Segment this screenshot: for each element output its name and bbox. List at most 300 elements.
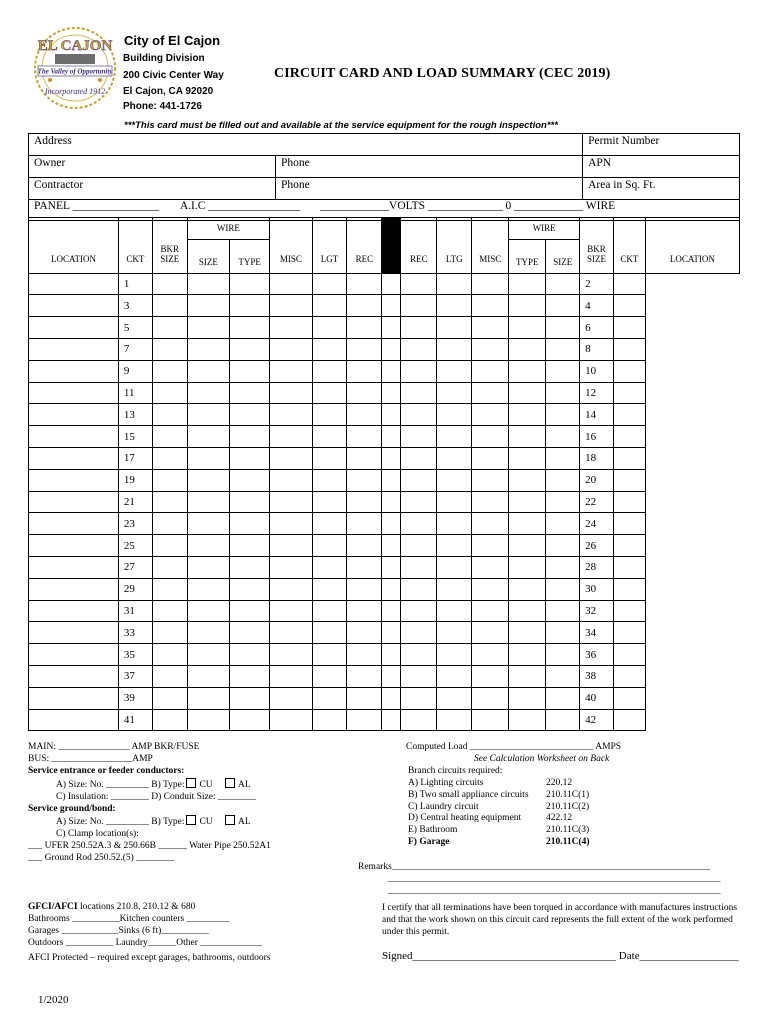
rec-right-cell[interactable] [382, 447, 401, 469]
bkr-size-right-cell[interactable] [546, 426, 580, 448]
misc-left-cell[interactable] [270, 578, 312, 600]
rec-left-cell[interactable] [347, 295, 382, 317]
bkr-size-right-cell[interactable] [546, 578, 580, 600]
location-left-cell[interactable] [29, 360, 119, 382]
wire-size-left-cell[interactable] [187, 709, 229, 731]
location-left-cell[interactable] [29, 644, 119, 666]
misc-right-cell[interactable] [437, 426, 472, 448]
misc-left-cell[interactable] [270, 404, 312, 426]
rec-left-cell[interactable] [347, 556, 382, 578]
wire-type-left-cell[interactable] [229, 578, 269, 600]
rec-right-cell[interactable] [382, 317, 401, 339]
rec-right-cell[interactable] [382, 469, 401, 491]
wire-type-left-cell[interactable] [229, 338, 269, 360]
contractor-field[interactable] [29, 178, 276, 200]
wire-size-right-cell[interactable] [509, 469, 546, 491]
rec-left-cell[interactable] [347, 273, 382, 295]
misc-right-cell[interactable] [437, 644, 472, 666]
misc-left-cell[interactable] [270, 535, 312, 557]
address-field[interactable] [29, 134, 583, 156]
misc-right-cell[interactable] [437, 360, 472, 382]
bkr-size-left-cell[interactable] [152, 665, 187, 687]
rec-right-cell[interactable] [382, 665, 401, 687]
wire-type-left-cell[interactable] [229, 665, 269, 687]
wire-type-left-cell[interactable] [229, 317, 269, 339]
wire-type-right-cell[interactable] [472, 447, 509, 469]
ltg-right-cell[interactable] [401, 644, 437, 666]
location-right-cell[interactable] [613, 535, 645, 557]
misc-right-cell[interactable] [437, 469, 472, 491]
rec-right-cell[interactable] [382, 491, 401, 513]
lgt-left-cell[interactable] [312, 295, 347, 317]
misc-right-cell[interactable] [437, 273, 472, 295]
area-field[interactable] [583, 178, 740, 200]
misc-left-cell[interactable] [270, 665, 312, 687]
wire-size-right-cell[interactable] [509, 404, 546, 426]
wire-type-right-cell[interactable] [472, 622, 509, 644]
rec-right-cell[interactable] [382, 600, 401, 622]
wire-size-right-cell[interactable] [509, 578, 546, 600]
wire-type-right-cell[interactable] [472, 709, 509, 731]
location-left-cell[interactable] [29, 578, 119, 600]
location-left-cell[interactable] [29, 338, 119, 360]
wire-size-left-cell[interactable] [187, 600, 229, 622]
bkr-size-right-cell[interactable] [546, 513, 580, 535]
lgt-left-cell[interactable] [312, 600, 347, 622]
wire-size-left-cell[interactable] [187, 426, 229, 448]
location-left-cell[interactable] [29, 622, 119, 644]
wire-type-left-cell[interactable] [229, 469, 269, 491]
location-right-cell[interactable] [613, 622, 645, 644]
wire-type-left-cell[interactable] [229, 687, 269, 709]
ltg-right-cell[interactable] [401, 600, 437, 622]
lgt-left-cell[interactable] [312, 360, 347, 382]
lgt-left-cell[interactable] [312, 665, 347, 687]
misc-left-cell[interactable] [270, 644, 312, 666]
wire-type-left-cell[interactable] [229, 382, 269, 404]
rec-left-cell[interactable] [347, 360, 382, 382]
rec-left-cell[interactable] [347, 600, 382, 622]
lgt-left-cell[interactable] [312, 273, 347, 295]
ltg-right-cell[interactable] [401, 338, 437, 360]
lgt-left-cell[interactable] [312, 338, 347, 360]
wire-type-left-cell[interactable] [229, 426, 269, 448]
wire-type-left-cell[interactable] [229, 295, 269, 317]
wire-size-right-cell[interactable] [509, 273, 546, 295]
wire-size-left-cell[interactable] [187, 382, 229, 404]
location-left-cell[interactable] [29, 382, 119, 404]
bkr-size-right-cell[interactable] [546, 622, 580, 644]
location-right-cell[interactable] [613, 447, 645, 469]
rec-left-cell[interactable] [347, 447, 382, 469]
misc-right-cell[interactable] [437, 338, 472, 360]
rec-right-cell[interactable] [382, 338, 401, 360]
wire-type-right-cell[interactable] [472, 491, 509, 513]
misc-right-cell[interactable] [437, 665, 472, 687]
wire-type-left-cell[interactable] [229, 535, 269, 557]
bkr-size-right-cell[interactable] [546, 687, 580, 709]
wire-size-left-cell[interactable] [187, 556, 229, 578]
bkr-size-right-cell[interactable] [546, 317, 580, 339]
bkr-size-right-cell[interactable] [546, 535, 580, 557]
bkr-size-left-cell[interactable] [152, 295, 187, 317]
bkr-size-left-cell[interactable] [152, 535, 187, 557]
bkr-size-left-cell[interactable] [152, 273, 187, 295]
bkr-size-left-cell[interactable] [152, 360, 187, 382]
wire-type-left-cell[interactable] [229, 644, 269, 666]
ltg-right-cell[interactable] [401, 665, 437, 687]
wire-size-right-cell[interactable] [509, 513, 546, 535]
wire-size-right-cell[interactable] [509, 382, 546, 404]
wire-type-left-cell[interactable] [229, 273, 269, 295]
bkr-size-left-cell[interactable] [152, 317, 187, 339]
bkr-size-left-cell[interactable] [152, 491, 187, 513]
location-right-cell[interactable] [613, 665, 645, 687]
lgt-left-cell[interactable] [312, 447, 347, 469]
rec-left-cell[interactable] [347, 687, 382, 709]
misc-left-cell[interactable] [270, 382, 312, 404]
bkr-size-left-cell[interactable] [152, 513, 187, 535]
location-right-cell[interactable] [613, 513, 645, 535]
bkr-size-left-cell[interactable] [152, 469, 187, 491]
lgt-left-cell[interactable] [312, 644, 347, 666]
misc-right-cell[interactable] [437, 513, 472, 535]
location-left-cell[interactable] [29, 491, 119, 513]
wire-type-right-cell[interactable] [472, 338, 509, 360]
rec-right-cell[interactable] [382, 578, 401, 600]
location-left-cell[interactable] [29, 513, 119, 535]
wire-size-left-cell[interactable] [187, 404, 229, 426]
bkr-size-right-cell[interactable] [546, 360, 580, 382]
rec-left-cell[interactable] [347, 404, 382, 426]
wire-size-right-cell[interactable] [509, 687, 546, 709]
wire-type-right-cell[interactable] [472, 469, 509, 491]
wire-type-left-cell[interactable] [229, 447, 269, 469]
wire-type-right-cell[interactable] [472, 317, 509, 339]
bkr-size-left-cell[interactable] [152, 382, 187, 404]
ltg-right-cell[interactable] [401, 317, 437, 339]
ltg-right-cell[interactable] [401, 426, 437, 448]
location-right-cell[interactable] [613, 578, 645, 600]
location-left-cell[interactable] [29, 665, 119, 687]
location-right-cell[interactable] [613, 295, 645, 317]
misc-left-cell[interactable] [270, 556, 312, 578]
misc-right-cell[interactable] [437, 600, 472, 622]
rec-left-cell[interactable] [347, 578, 382, 600]
misc-right-cell[interactable] [437, 447, 472, 469]
bkr-size-left-cell[interactable] [152, 338, 187, 360]
contractor-phone-field[interactable] [276, 178, 583, 200]
wire-type-left-cell[interactable] [229, 404, 269, 426]
wire-size-left-cell[interactable] [187, 687, 229, 709]
wire-size-left-cell[interactable] [187, 273, 229, 295]
wire-type-right-cell[interactable] [472, 513, 509, 535]
ltg-right-cell[interactable] [401, 404, 437, 426]
ltg-right-cell[interactable] [401, 687, 437, 709]
bkr-size-right-cell[interactable] [546, 404, 580, 426]
location-left-cell[interactable] [29, 469, 119, 491]
bkr-size-left-cell[interactable] [152, 578, 187, 600]
wire-size-left-cell[interactable] [187, 535, 229, 557]
ltg-right-cell[interactable] [401, 469, 437, 491]
rec-left-cell[interactable] [347, 709, 382, 731]
ltg-right-cell[interactable] [401, 382, 437, 404]
bkr-size-right-cell[interactable] [546, 447, 580, 469]
bkr-size-left-cell[interactable] [152, 447, 187, 469]
rec-left-cell[interactable] [347, 665, 382, 687]
lgt-left-cell[interactable] [312, 317, 347, 339]
location-left-cell[interactable] [29, 535, 119, 557]
wire-type-left-cell[interactable] [229, 491, 269, 513]
wire-type-left-cell[interactable] [229, 709, 269, 731]
ltg-right-cell[interactable] [401, 447, 437, 469]
bkr-size-right-cell[interactable] [546, 469, 580, 491]
lgt-left-cell[interactable] [312, 513, 347, 535]
misc-left-cell[interactable] [270, 447, 312, 469]
misc-right-cell[interactable] [437, 622, 472, 644]
location-left-cell[interactable] [29, 273, 119, 295]
misc-right-cell[interactable] [437, 578, 472, 600]
wire-size-left-cell[interactable] [187, 578, 229, 600]
wire-size-left-cell[interactable] [187, 447, 229, 469]
bkr-size-left-cell[interactable] [152, 556, 187, 578]
wire-size-right-cell[interactable] [509, 622, 546, 644]
location-right-cell[interactable] [613, 404, 645, 426]
ground-cu-checkbox[interactable] [186, 815, 196, 825]
wire-size-right-cell[interactable] [509, 644, 546, 666]
location-right-cell[interactable] [613, 709, 645, 731]
lgt-left-cell[interactable] [312, 469, 347, 491]
misc-right-cell[interactable] [437, 687, 472, 709]
owner-field[interactable] [29, 156, 276, 178]
rec-right-cell[interactable] [382, 709, 401, 731]
ground-al-checkbox[interactable] [225, 815, 235, 825]
misc-left-cell[interactable] [270, 338, 312, 360]
wire-size-left-cell[interactable] [187, 622, 229, 644]
rec-left-cell[interactable] [347, 382, 382, 404]
wire-size-right-cell[interactable] [509, 317, 546, 339]
wire-type-left-cell[interactable] [229, 360, 269, 382]
bkr-size-right-cell[interactable] [546, 644, 580, 666]
lgt-left-cell[interactable] [312, 622, 347, 644]
wire-type-left-cell[interactable] [229, 622, 269, 644]
rec-right-cell[interactable] [382, 535, 401, 557]
wire-size-right-cell[interactable] [509, 447, 546, 469]
ltg-right-cell[interactable] [401, 535, 437, 557]
ltg-right-cell[interactable] [401, 709, 437, 731]
misc-left-cell[interactable] [270, 513, 312, 535]
wire-type-right-cell[interactable] [472, 360, 509, 382]
bkr-size-left-cell[interactable] [152, 644, 187, 666]
misc-left-cell[interactable] [270, 360, 312, 382]
wire-size-right-cell[interactable] [509, 556, 546, 578]
wire-size-left-cell[interactable] [187, 513, 229, 535]
ltg-right-cell[interactable] [401, 556, 437, 578]
location-right-cell[interactable] [613, 338, 645, 360]
wire-size-left-cell[interactable] [187, 469, 229, 491]
wire-type-right-cell[interactable] [472, 535, 509, 557]
remarks-block[interactable] [358, 862, 743, 898]
bkr-size-right-cell[interactable] [546, 382, 580, 404]
wire-size-left-cell[interactable] [187, 338, 229, 360]
rec-right-cell[interactable] [382, 404, 401, 426]
lgt-left-cell[interactable] [312, 404, 347, 426]
bkr-size-right-cell[interactable] [546, 273, 580, 295]
misc-right-cell[interactable] [437, 556, 472, 578]
location-left-cell[interactable] [29, 426, 119, 448]
misc-left-cell[interactable] [270, 426, 312, 448]
wire-size-right-cell[interactable] [509, 491, 546, 513]
wire-size-right-cell[interactable] [509, 535, 546, 557]
lgt-left-cell[interactable] [312, 709, 347, 731]
lgt-left-cell[interactable] [312, 556, 347, 578]
rec-left-cell[interactable] [347, 469, 382, 491]
misc-left-cell[interactable] [270, 709, 312, 731]
misc-left-cell[interactable] [270, 622, 312, 644]
wire-type-left-cell[interactable] [229, 556, 269, 578]
rec-left-cell[interactable] [347, 426, 382, 448]
bkr-size-right-cell[interactable] [546, 295, 580, 317]
location-right-cell[interactable] [613, 644, 645, 666]
location-right-cell[interactable] [613, 556, 645, 578]
ltg-right-cell[interactable] [401, 491, 437, 513]
wire-type-left-cell[interactable] [229, 600, 269, 622]
location-right-cell[interactable] [613, 273, 645, 295]
ltg-right-cell[interactable] [401, 578, 437, 600]
wire-size-left-cell[interactable] [187, 665, 229, 687]
rec-right-cell[interactable] [382, 687, 401, 709]
owner-phone-field[interactable] [276, 156, 583, 178]
misc-left-cell[interactable] [270, 273, 312, 295]
wire-size-right-cell[interactable] [509, 709, 546, 731]
location-right-cell[interactable] [613, 491, 645, 513]
rec-right-cell[interactable] [382, 426, 401, 448]
rec-right-cell[interactable] [382, 295, 401, 317]
wire-size-right-cell[interactable] [509, 665, 546, 687]
misc-left-cell[interactable] [270, 491, 312, 513]
wire-size-right-cell[interactable] [509, 295, 546, 317]
wire-type-left-cell[interactable] [229, 513, 269, 535]
wire-type-right-cell[interactable] [472, 426, 509, 448]
location-right-cell[interactable] [613, 687, 645, 709]
bkr-size-right-cell[interactable] [546, 600, 580, 622]
al-checkbox[interactable] [225, 778, 235, 788]
wire-type-right-cell[interactable] [472, 600, 509, 622]
rec-right-cell[interactable] [382, 556, 401, 578]
signature-date-line[interactable]: Signed_____________________________________ Date__________________ [382, 950, 739, 962]
rec-left-cell[interactable] [347, 338, 382, 360]
misc-right-cell[interactable] [437, 317, 472, 339]
ltg-right-cell[interactable] [401, 622, 437, 644]
lgt-left-cell[interactable] [312, 382, 347, 404]
lgt-left-cell[interactable] [312, 426, 347, 448]
wire-type-right-cell[interactable] [472, 665, 509, 687]
wire-type-right-cell[interactable] [472, 578, 509, 600]
bkr-size-left-cell[interactable] [152, 426, 187, 448]
cu-checkbox[interactable] [186, 778, 196, 788]
misc-left-cell[interactable] [270, 600, 312, 622]
bkr-size-right-cell[interactable] [546, 338, 580, 360]
misc-left-cell[interactable] [270, 317, 312, 339]
rec-right-cell[interactable] [382, 273, 401, 295]
location-right-cell[interactable] [613, 600, 645, 622]
misc-right-cell[interactable] [437, 382, 472, 404]
wire-type-right-cell[interactable] [472, 382, 509, 404]
misc-right-cell[interactable] [437, 535, 472, 557]
misc-right-cell[interactable] [437, 295, 472, 317]
wire-size-right-cell[interactable] [509, 338, 546, 360]
location-left-cell[interactable] [29, 317, 119, 339]
bkr-size-right-cell[interactable] [546, 556, 580, 578]
wire-type-right-cell[interactable] [472, 295, 509, 317]
location-left-cell[interactable] [29, 687, 119, 709]
wire-size-left-cell[interactable] [187, 360, 229, 382]
rec-left-cell[interactable] [347, 644, 382, 666]
bkr-size-left-cell[interactable] [152, 622, 187, 644]
ltg-right-cell[interactable] [401, 273, 437, 295]
wire-size-right-cell[interactable] [509, 600, 546, 622]
bkr-size-right-cell[interactable] [546, 709, 580, 731]
location-left-cell[interactable] [29, 295, 119, 317]
location-left-cell[interactable] [29, 556, 119, 578]
bkr-size-right-cell[interactable] [546, 491, 580, 513]
rec-right-cell[interactable] [382, 513, 401, 535]
rec-left-cell[interactable] [347, 491, 382, 513]
wire-size-left-cell[interactable] [187, 491, 229, 513]
location-left-cell[interactable] [29, 600, 119, 622]
rec-left-cell[interactable] [347, 535, 382, 557]
apn-field[interactable] [583, 156, 740, 178]
location-right-cell[interactable] [613, 469, 645, 491]
ltg-right-cell[interactable] [401, 513, 437, 535]
rec-right-cell[interactable] [382, 382, 401, 404]
rec-right-cell[interactable] [382, 644, 401, 666]
wire-size-right-cell[interactable] [509, 360, 546, 382]
misc-right-cell[interactable] [437, 491, 472, 513]
location-right-cell[interactable] [613, 382, 645, 404]
rec-left-cell[interactable] [347, 513, 382, 535]
wire-type-right-cell[interactable] [472, 273, 509, 295]
rec-right-cell[interactable] [382, 622, 401, 644]
bkr-size-left-cell[interactable] [152, 404, 187, 426]
misc-right-cell[interactable] [437, 404, 472, 426]
ltg-right-cell[interactable] [401, 295, 437, 317]
lgt-left-cell[interactable] [312, 491, 347, 513]
rec-right-cell[interactable] [382, 360, 401, 382]
misc-left-cell[interactable] [270, 295, 312, 317]
location-left-cell[interactable] [29, 404, 119, 426]
rec-left-cell[interactable] [347, 317, 382, 339]
ltg-right-cell[interactable] [401, 360, 437, 382]
misc-right-cell[interactable] [437, 709, 472, 731]
lgt-left-cell[interactable] [312, 687, 347, 709]
location-left-cell[interactable] [29, 709, 119, 731]
location-right-cell[interactable] [613, 426, 645, 448]
location-right-cell[interactable] [613, 317, 645, 339]
wire-type-right-cell[interactable] [472, 404, 509, 426]
lgt-left-cell[interactable] [312, 535, 347, 557]
wire-type-right-cell[interactable] [472, 687, 509, 709]
lgt-left-cell[interactable] [312, 578, 347, 600]
bkr-size-left-cell[interactable] [152, 709, 187, 731]
wire-size-left-cell[interactable] [187, 295, 229, 317]
wire-size-left-cell[interactable] [187, 644, 229, 666]
rec-left-cell[interactable] [347, 622, 382, 644]
misc-left-cell[interactable] [270, 469, 312, 491]
bkr-size-left-cell[interactable] [152, 687, 187, 709]
wire-size-left-cell[interactable] [187, 317, 229, 339]
wire-type-right-cell[interactable] [472, 556, 509, 578]
